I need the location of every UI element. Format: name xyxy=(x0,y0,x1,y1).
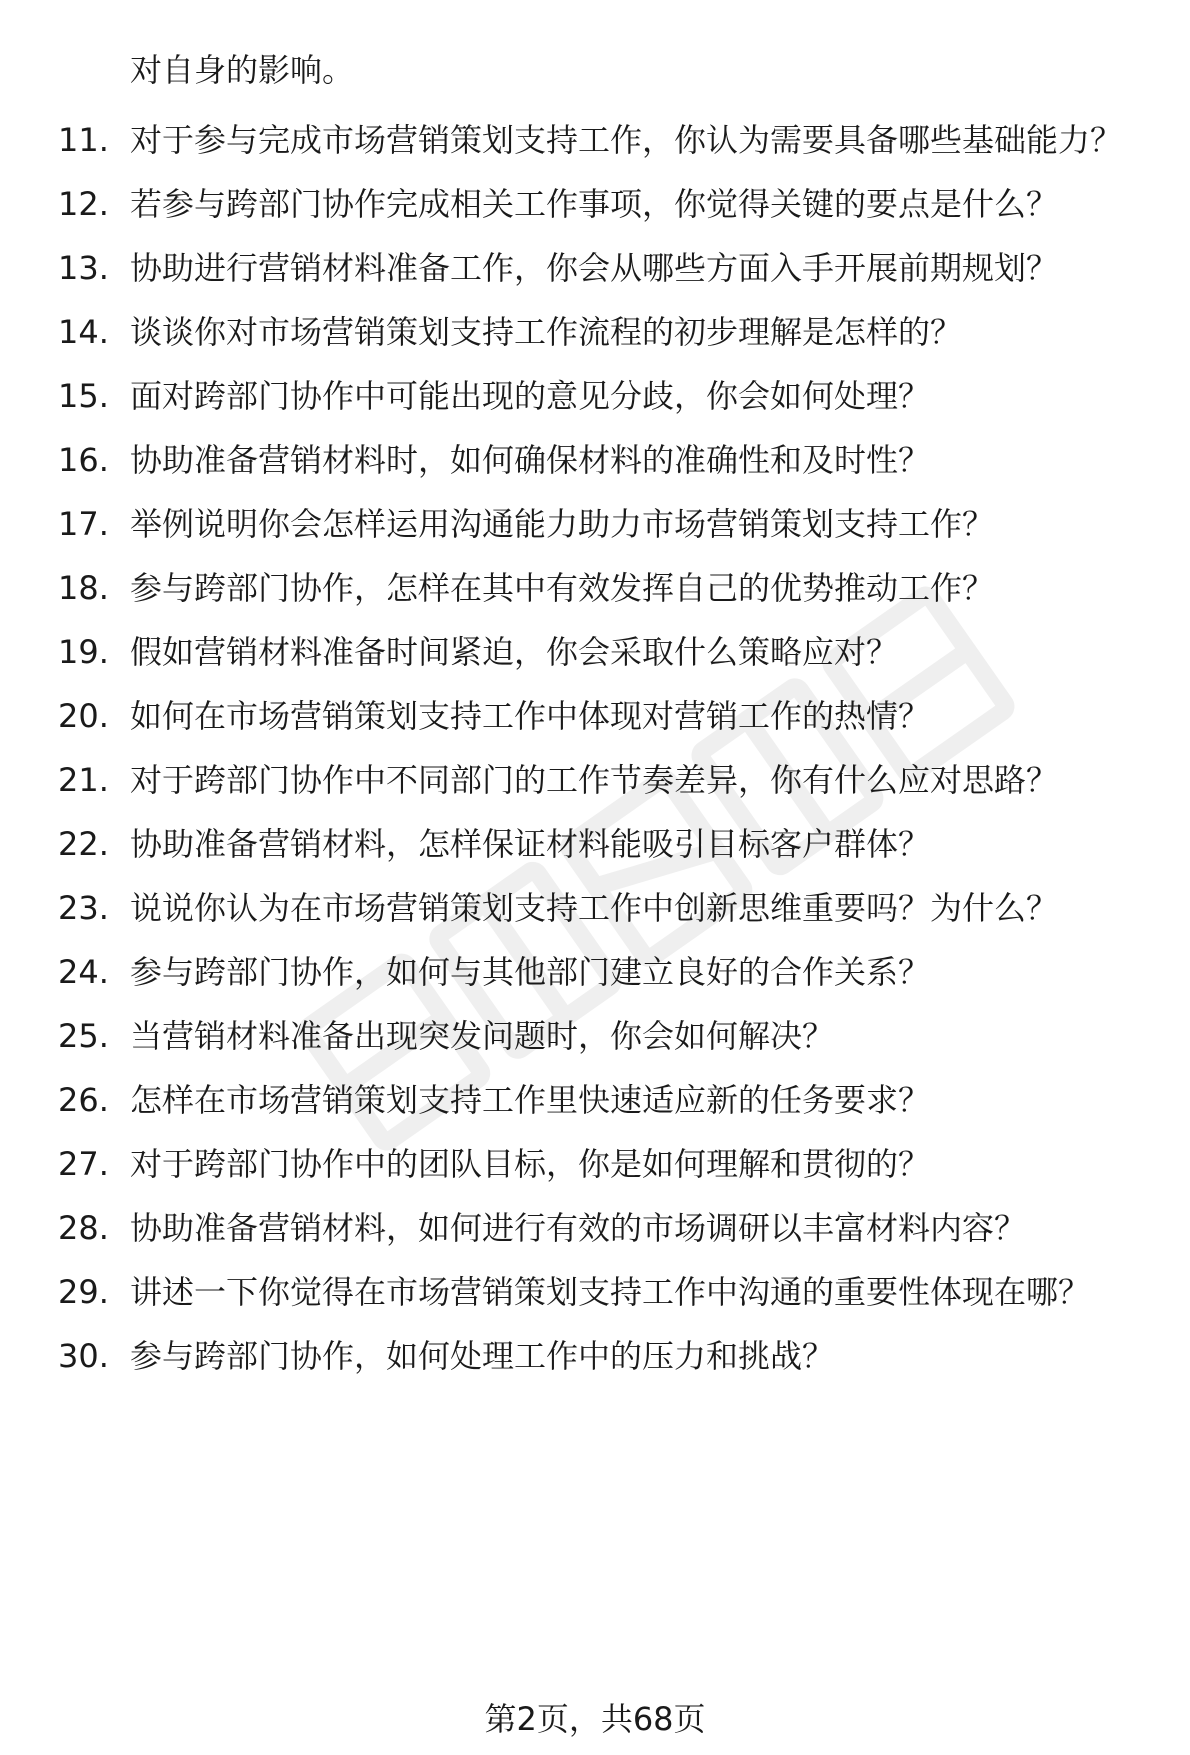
question-text: 说说你认为在市场营销策划支持工作中创新思维重要吗？为什么？ xyxy=(130,889,1059,927)
question-item xyxy=(0,950,1190,994)
question-number: 27. xyxy=(58,1145,109,1183)
question-number: 25. xyxy=(58,1017,109,1055)
question-text: 参与跨部门协作，如何处理工作中的压力和挑战？ xyxy=(130,1337,835,1375)
question-number: 12. xyxy=(58,185,109,223)
question-text: 对于跨部门协作中的团队目标，你是如何理解和贯彻的？ xyxy=(130,1145,931,1183)
question-list xyxy=(0,118,1190,1398)
question-item xyxy=(0,438,1190,482)
question-item xyxy=(0,758,1190,802)
question-number: 23. xyxy=(58,889,109,927)
question-text: 协助准备营销材料，如何进行有效的市场调研以丰富材料内容？ xyxy=(130,1209,1027,1247)
question-number: 22. xyxy=(58,825,109,863)
question-number: 14. xyxy=(58,313,109,351)
question-item xyxy=(0,182,1190,226)
question-text: 面对跨部门协作中可能出现的意见分歧，你会如何处理？ xyxy=(130,377,931,415)
question-text: 举例说明你会怎样运用沟通能力助力市场营销策划支持工作？ xyxy=(130,505,995,543)
question-number: 18. xyxy=(58,569,109,607)
question-item xyxy=(0,1206,1190,1250)
question-text: 对于参与完成市场营销策划支持工作，你认为需要具备哪些基础能力？ xyxy=(130,121,1123,159)
question-number: 16. xyxy=(58,441,109,479)
question-item xyxy=(0,1270,1190,1314)
question-item xyxy=(0,630,1190,674)
question-text: 谈谈你对市场营销策划支持工作流程的初步理解是怎样的？ xyxy=(130,313,963,351)
question-item xyxy=(0,822,1190,866)
question-text: 当营销材料准备出现突发问题时，你会如何解决？ xyxy=(130,1017,835,1055)
question-text: 协助准备营销材料时，如何确保材料的准确性和及时性？ xyxy=(130,441,931,479)
question-text: 假如营销材料准备时间紧迫，你会采取什么策略应对？ xyxy=(130,633,899,671)
question-item xyxy=(0,1334,1190,1378)
question-item xyxy=(0,1014,1190,1058)
question-text: 协助进行营销材料准备工作，你会从哪些方面入手开展前期规划？ xyxy=(130,249,1059,287)
question-number: 19. xyxy=(58,633,109,671)
question-item xyxy=(0,694,1190,738)
question-text: 讲述一下你觉得在市场营销策划支持工作中沟通的重要性体现在哪？ xyxy=(130,1273,1091,1311)
question-item xyxy=(0,374,1190,418)
question-number: 30. xyxy=(58,1337,109,1375)
question-number: 13. xyxy=(58,249,109,287)
question-text: 如何在市场营销策划支持工作中体现对营销工作的热情？ xyxy=(130,697,931,735)
continuation-text: 对自身的影响。 xyxy=(130,51,355,89)
question-item xyxy=(0,1078,1190,1122)
question-text: 对于跨部门协作中不同部门的工作节奏差异，你有什么应对思路？ xyxy=(130,761,1059,799)
question-item xyxy=(0,566,1190,610)
question-item xyxy=(0,1142,1190,1186)
question-number: 26. xyxy=(58,1081,109,1119)
question-item xyxy=(0,502,1190,546)
question-number: 24. xyxy=(58,953,109,991)
question-text: 若参与跨部门协作完成相关工作事项，你觉得关键的要点是什么？ xyxy=(130,185,1059,223)
question-number: 20. xyxy=(58,697,109,735)
question-text: 怎样在市场营销策划支持工作里快速适应新的任务要求？ xyxy=(130,1081,931,1119)
question-number: 11. xyxy=(58,121,109,159)
question-item xyxy=(0,118,1190,162)
page-number: 第2页，共68页 xyxy=(484,1700,706,1738)
question-text: 参与跨部门协作，如何与其他部门建立良好的合作关系？ xyxy=(130,953,931,991)
question-text: 协助准备营销材料，怎样保证材料能吸引目标客户群体？ xyxy=(130,825,931,863)
question-item xyxy=(0,310,1190,354)
question-number: 21. xyxy=(58,761,109,799)
question-text: 参与跨部门协作，怎样在其中有效发挥自己的优势推动工作？ xyxy=(130,569,995,607)
question-number: 15. xyxy=(58,377,109,415)
question-item xyxy=(0,886,1190,930)
question-number: 29. xyxy=(58,1273,109,1311)
question-number: 17. xyxy=(58,505,109,543)
question-item xyxy=(0,246,1190,290)
question-number: 28. xyxy=(58,1209,109,1247)
